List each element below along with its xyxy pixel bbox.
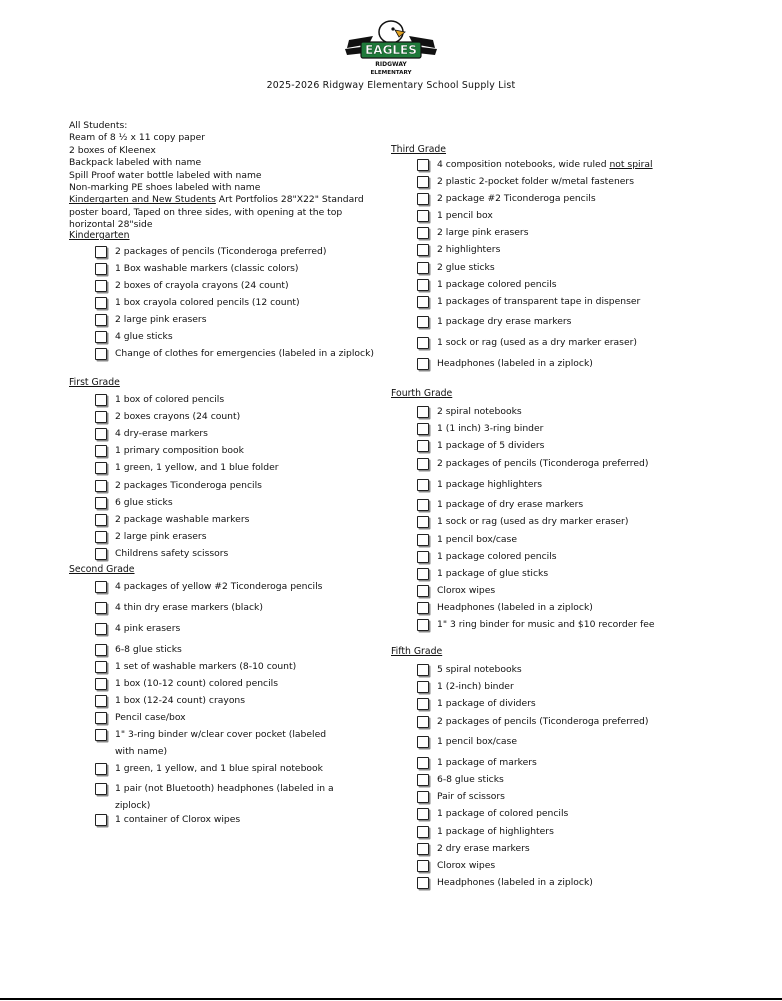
checkbox[interactable] — [95, 497, 107, 509]
checklist-item[interactable] — [417, 843, 530, 855]
item-label: 1 package of glue sticks — [437, 568, 549, 579]
checklist-item[interactable] — [417, 681, 514, 693]
checkbox[interactable] — [417, 681, 429, 693]
eagles-logo — [343, 18, 439, 80]
checklist-item[interactable] — [95, 695, 245, 707]
item-label: Pencil case/box — [115, 712, 186, 723]
checkbox[interactable] — [95, 428, 107, 440]
checkbox[interactable] — [95, 712, 107, 724]
checkbox[interactable] — [417, 698, 429, 710]
checkbox[interactable] — [95, 480, 107, 492]
checklist-item[interactable] — [417, 757, 537, 769]
checkbox[interactable] — [95, 331, 107, 343]
checkbox[interactable] — [95, 445, 107, 457]
item-label — [437, 158, 653, 171]
all-line: Backpack labeled with name — [69, 157, 202, 169]
checklist-item[interactable] — [417, 210, 493, 222]
checkbox[interactable] — [417, 358, 429, 370]
item-label: 1 package of colored pencils — [437, 808, 569, 819]
checklist-item[interactable] — [417, 279, 557, 291]
checklist-item[interactable] — [95, 602, 263, 614]
checkbox[interactable] — [95, 623, 107, 635]
checklist-item[interactable] — [95, 445, 244, 457]
checklist-item[interactable] — [417, 479, 542, 491]
checklist-item[interactable] — [417, 664, 522, 676]
checklist-item[interactable] — [95, 678, 278, 690]
checkbox[interactable] — [417, 159, 429, 171]
checkbox[interactable] — [95, 314, 107, 326]
checklist-item[interactable] — [417, 316, 571, 328]
item-label: 6 glue sticks — [115, 497, 173, 508]
checklist-item[interactable] — [95, 661, 296, 673]
checkbox[interactable] — [417, 826, 429, 838]
checkbox[interactable] — [95, 678, 107, 690]
all-line: Spill Proof water bottle labeled with name — [69, 169, 262, 181]
item-label: 2 large pink erasers — [115, 314, 207, 325]
item-label: Childrens safety scissors — [115, 548, 229, 559]
item-label: Change of clothes for emergencies (labeled in a ziplock) — [115, 348, 374, 359]
checklist-item[interactable] — [417, 516, 628, 528]
checkbox[interactable] — [95, 695, 107, 707]
checklist-item[interactable] — [95, 814, 240, 826]
checklist-item[interactable] — [417, 176, 634, 188]
all-students-block — [69, 120, 389, 232]
item-label: 2 large pink erasers — [115, 531, 207, 542]
item-label: 1 package dry erase markers — [437, 316, 572, 327]
item-label: 1 pencil box — [437, 210, 493, 221]
item-label: 5 spiral notebooks — [437, 664, 522, 675]
checkbox[interactable] — [417, 619, 429, 631]
checklist-item[interactable] — [95, 531, 206, 543]
checkbox[interactable] — [417, 602, 429, 614]
checklist-item[interactable] — [95, 581, 322, 593]
logo-sub2: ELEMENTARY — [370, 70, 412, 76]
checklist-item[interactable] — [95, 514, 249, 526]
checklist-item[interactable] — [417, 262, 495, 274]
checkbox[interactable] — [95, 514, 107, 526]
checkbox[interactable] — [95, 297, 107, 309]
checkbox[interactable] — [417, 279, 429, 291]
checkbox[interactable] — [95, 783, 107, 795]
item-label: 2 packages of pencils (Ticonderoga preferred) — [115, 246, 327, 257]
checklist-item[interactable] — [95, 480, 262, 492]
item-label: 2 packages Ticonderoga pencils — [115, 480, 262, 491]
checklist-item[interactable] — [417, 716, 648, 728]
item-label: 1 package colored pencils — [437, 551, 557, 562]
item-label: 1" 3 ring binder for music and $10 recorder fee — [437, 619, 655, 630]
item-label: 2 boxes crayons (24 count) — [115, 411, 241, 422]
item-label: 4 dry-erase markers — [115, 428, 208, 439]
checklist-item[interactable] — [95, 763, 323, 775]
item-label: 1 package of dry erase markers — [437, 499, 584, 510]
item-label: 2 packages of pencils (Ticonderoga preferred) — [437, 716, 649, 727]
checkbox[interactable] — [417, 210, 429, 222]
item-label: 2 highlighters — [437, 244, 501, 255]
item-label: 1 pencil box/case — [437, 736, 517, 747]
checkbox[interactable] — [95, 661, 107, 673]
checklist-item[interactable] — [417, 227, 528, 239]
checklist-item[interactable] — [95, 497, 173, 509]
checklist-item[interactable] — [417, 860, 495, 872]
checklist-item[interactable] — [95, 263, 299, 275]
item-label: 2 dry erase markers — [437, 843, 530, 854]
item-label: Clorox wipes — [437, 585, 496, 596]
fourth-grade-heading: Fourth Grade — [391, 388, 453, 399]
checklist-item[interactable] — [417, 296, 640, 308]
item-label: 4 thin dry erase markers (black) — [115, 602, 263, 613]
checklist-item[interactable] — [95, 428, 208, 440]
checklist-item[interactable] — [417, 585, 495, 597]
item-label: 2 package washable markers — [115, 514, 250, 525]
item-label: 1 (1 inch) 3-ring binder — [437, 423, 544, 434]
checkbox[interactable] — [417, 808, 429, 820]
checkbox[interactable] — [417, 568, 429, 580]
checklist-item[interactable] — [417, 159, 653, 171]
checkbox[interactable] — [417, 736, 429, 748]
checkbox[interactable] — [417, 791, 429, 803]
item-label: 1 packages of transparent tape in dispenser — [437, 296, 641, 307]
kinder-new-text: Art Portfolios 28"X22" Standard poster board, Taped on three sides, with opening at the top horizontal 28"side — [69, 194, 364, 231]
third-grade-heading: Third Grade — [391, 144, 447, 155]
checklist-item[interactable] — [417, 534, 517, 546]
checkbox[interactable] — [417, 757, 429, 769]
item-label: Pair of scissors — [437, 791, 505, 802]
item-label: 2 plastic 2-pocket folder w/metal fasteners — [437, 176, 634, 187]
checkbox[interactable] — [95, 531, 107, 543]
item-label: 6-8 glue sticks — [115, 644, 182, 655]
checkbox[interactable] — [95, 263, 107, 275]
checkbox[interactable] — [95, 729, 107, 741]
item-label: 1 package of markers — [437, 757, 537, 768]
checklist-item[interactable] — [95, 712, 186, 724]
item-label: 2 package #2 Ticonderoga pencils — [437, 193, 596, 204]
checkbox[interactable] — [95, 581, 107, 593]
item-label: 1 package of highlighters — [437, 826, 554, 837]
item-label: 1 package of 5 dividers — [437, 440, 545, 451]
item-label: 4 packages of yellow #2 Ticonderoga pencils — [115, 581, 323, 592]
item-label: 2 large pink erasers — [437, 227, 529, 238]
all-line: 2 boxes of Kleenex — [69, 144, 156, 156]
not-spiral-emphasis: not spiral — [609, 159, 653, 170]
item-label: 1 green, 1 yellow, and 1 blue spiral notebook — [115, 763, 323, 774]
checkbox[interactable] — [417, 551, 429, 563]
item-label: 4 pink erasers — [115, 623, 181, 634]
item-label: Headphones (labeled in a ziplock) — [437, 358, 593, 369]
item-label: 2 boxes of crayola crayons (24 count) — [115, 280, 289, 291]
item-label: 1 package highlighters — [437, 479, 543, 490]
checkbox[interactable] — [95, 462, 107, 474]
checkbox[interactable] — [417, 534, 429, 546]
checkbox[interactable] — [417, 458, 429, 470]
item-label: 1 box of colored pencils — [115, 394, 225, 405]
checkbox[interactable] — [95, 548, 107, 560]
checkbox[interactable] — [95, 411, 107, 423]
checklist-item[interactable] — [95, 331, 173, 343]
checkbox[interactable] — [417, 262, 429, 274]
checklist-item[interactable] — [95, 246, 326, 258]
item-label: Clorox wipes — [437, 860, 496, 871]
checklist-item[interactable] — [417, 791, 505, 803]
checklist-item[interactable] — [417, 193, 596, 205]
item-label: 1 package colored pencils — [437, 279, 557, 290]
checkbox[interactable] — [95, 602, 107, 614]
checklist-item[interactable] — [95, 644, 182, 656]
kindergarten-heading: Kindergarten — [69, 230, 130, 241]
checklist-item[interactable] — [417, 698, 536, 710]
item-label-part: 4 composition notebooks, wide ruled — [437, 159, 610, 170]
checkbox[interactable] — [417, 193, 429, 205]
item-label: 1 pair (not Bluetooth) headphones (labeled in a ziplock) — [115, 783, 334, 811]
checkbox[interactable] — [417, 337, 429, 349]
item-label: 1 primary composition book — [115, 445, 244, 456]
kinder-new-label: Kindergarten and New Students — [69, 194, 216, 206]
checkbox[interactable] — [417, 176, 429, 188]
item-label: 1 package of dividers — [437, 698, 536, 709]
checkbox[interactable] — [417, 499, 429, 511]
checkbox[interactable] — [95, 348, 107, 360]
checklist-item[interactable] — [417, 244, 500, 256]
checkbox[interactable] — [95, 814, 107, 826]
checklist-item[interactable] — [95, 348, 374, 360]
item-label: 1 pencil box/case — [437, 534, 517, 545]
art-portfolio-note — [69, 194, 389, 231]
checklist-item[interactable] — [417, 877, 593, 889]
checklist-item[interactable] — [95, 314, 206, 326]
item-label: 2 glue sticks — [437, 262, 495, 273]
logo-word: EAGLES — [365, 43, 417, 57]
checklist-item[interactable] — [417, 568, 548, 580]
item-label: 1 Box washable markers (classic colors) — [115, 263, 299, 274]
checklist-item[interactable] — [417, 458, 648, 470]
item-label: 1 box crayola colored pencils (12 count) — [115, 297, 300, 308]
checklist-item[interactable] — [417, 440, 544, 452]
document-title: 2025-2026 Ridgway Elementary School Supply List — [266, 80, 516, 91]
checklist-item[interactable] — [95, 548, 228, 560]
all-students-heading: All Students: — [69, 120, 128, 131]
checklist-item[interactable] — [417, 337, 637, 349]
checklist-item[interactable] — [417, 826, 554, 838]
checklist-item[interactable] — [417, 808, 568, 820]
item-label: 1" 3-ring binder w/clear cover pocket (labeled with name) — [115, 729, 327, 757]
checklist-item[interactable] — [417, 619, 655, 631]
checkbox[interactable] — [417, 227, 429, 239]
item-label: 1 container of Clorox wipes — [115, 814, 241, 825]
checkbox[interactable] — [95, 644, 107, 656]
checklist-item[interactable] — [417, 406, 522, 418]
checklist-item[interactable] — [417, 774, 504, 786]
checkbox[interactable] — [417, 406, 429, 418]
checklist-item[interactable] — [417, 499, 583, 511]
all-line: Non-marking PE shoes labeled with name — [69, 182, 261, 194]
item-label: 4 glue sticks — [115, 331, 173, 342]
checkbox[interactable] — [95, 763, 107, 775]
item-label: 1 box (12-24 count) crayons — [115, 695, 246, 706]
item-label: 1 sock or rag (used as dry marker eraser) — [437, 516, 629, 527]
checkbox[interactable] — [417, 774, 429, 786]
checkbox[interactable] — [417, 244, 429, 256]
checkbox[interactable] — [95, 280, 107, 292]
checkbox[interactable] — [95, 394, 107, 406]
checklist-item[interactable] — [417, 358, 593, 370]
first-grade-heading: First Grade — [69, 377, 120, 388]
checklist-item[interactable] — [417, 551, 557, 563]
item-label: Headphones (labeled in a ziplock) — [437, 602, 593, 613]
second-grade-heading: Second Grade — [69, 564, 135, 575]
checkbox[interactable] — [417, 423, 429, 435]
checkbox[interactable] — [417, 479, 429, 491]
checkbox[interactable] — [95, 246, 107, 258]
logo-sub1: RIDGWAY — [375, 61, 407, 68]
checkbox[interactable] — [417, 585, 429, 597]
checklist-item[interactable] — [95, 280, 289, 292]
item-label: 2 spiral notebooks — [437, 406, 522, 417]
item-label: 1 sock or rag (used as a dry marker eraser) — [437, 337, 637, 348]
checkbox[interactable] — [417, 440, 429, 452]
checkbox[interactable] — [417, 860, 429, 872]
checklist-item[interactable] — [95, 623, 180, 635]
checklist-item[interactable] — [417, 602, 593, 614]
checkbox[interactable] — [417, 316, 429, 328]
checklist-item[interactable] — [95, 411, 240, 423]
item-label: Headphones (labeled in a ziplock) — [437, 877, 593, 888]
checklist-item[interactable] — [95, 462, 279, 474]
item-label: 1 (2-inch) binder — [437, 681, 514, 692]
item-label: 1 box (10-12 count) colored pencils — [115, 678, 278, 689]
item-label: 6-8 glue sticks — [437, 774, 504, 785]
checkbox[interactable] — [417, 877, 429, 889]
checkbox[interactable] — [417, 296, 429, 308]
checkbox[interactable] — [417, 843, 429, 855]
fifth-grade-heading: Fifth Grade — [391, 646, 443, 657]
item-label: 1 green, 1 yellow, and 1 blue folder — [115, 462, 279, 473]
item-label: 1 set of washable markers (8-10 count) — [115, 661, 297, 672]
checkbox[interactable] — [417, 516, 429, 528]
checklist-item[interactable] — [95, 729, 335, 760]
checklist-item[interactable] — [95, 394, 224, 406]
checkbox[interactable] — [417, 664, 429, 676]
checklist-item[interactable] — [95, 783, 335, 814]
checklist-item[interactable] — [417, 736, 517, 748]
checklist-item[interactable] — [95, 297, 300, 309]
checkbox[interactable] — [417, 716, 429, 728]
bottom-divider — [0, 998, 782, 1000]
checklist-item[interactable] — [417, 423, 543, 435]
all-line: Ream of 8 ½ x 11 copy paper — [69, 132, 206, 144]
item-label: 2 packages of pencils (Ticonderoga preferred) — [437, 458, 649, 469]
